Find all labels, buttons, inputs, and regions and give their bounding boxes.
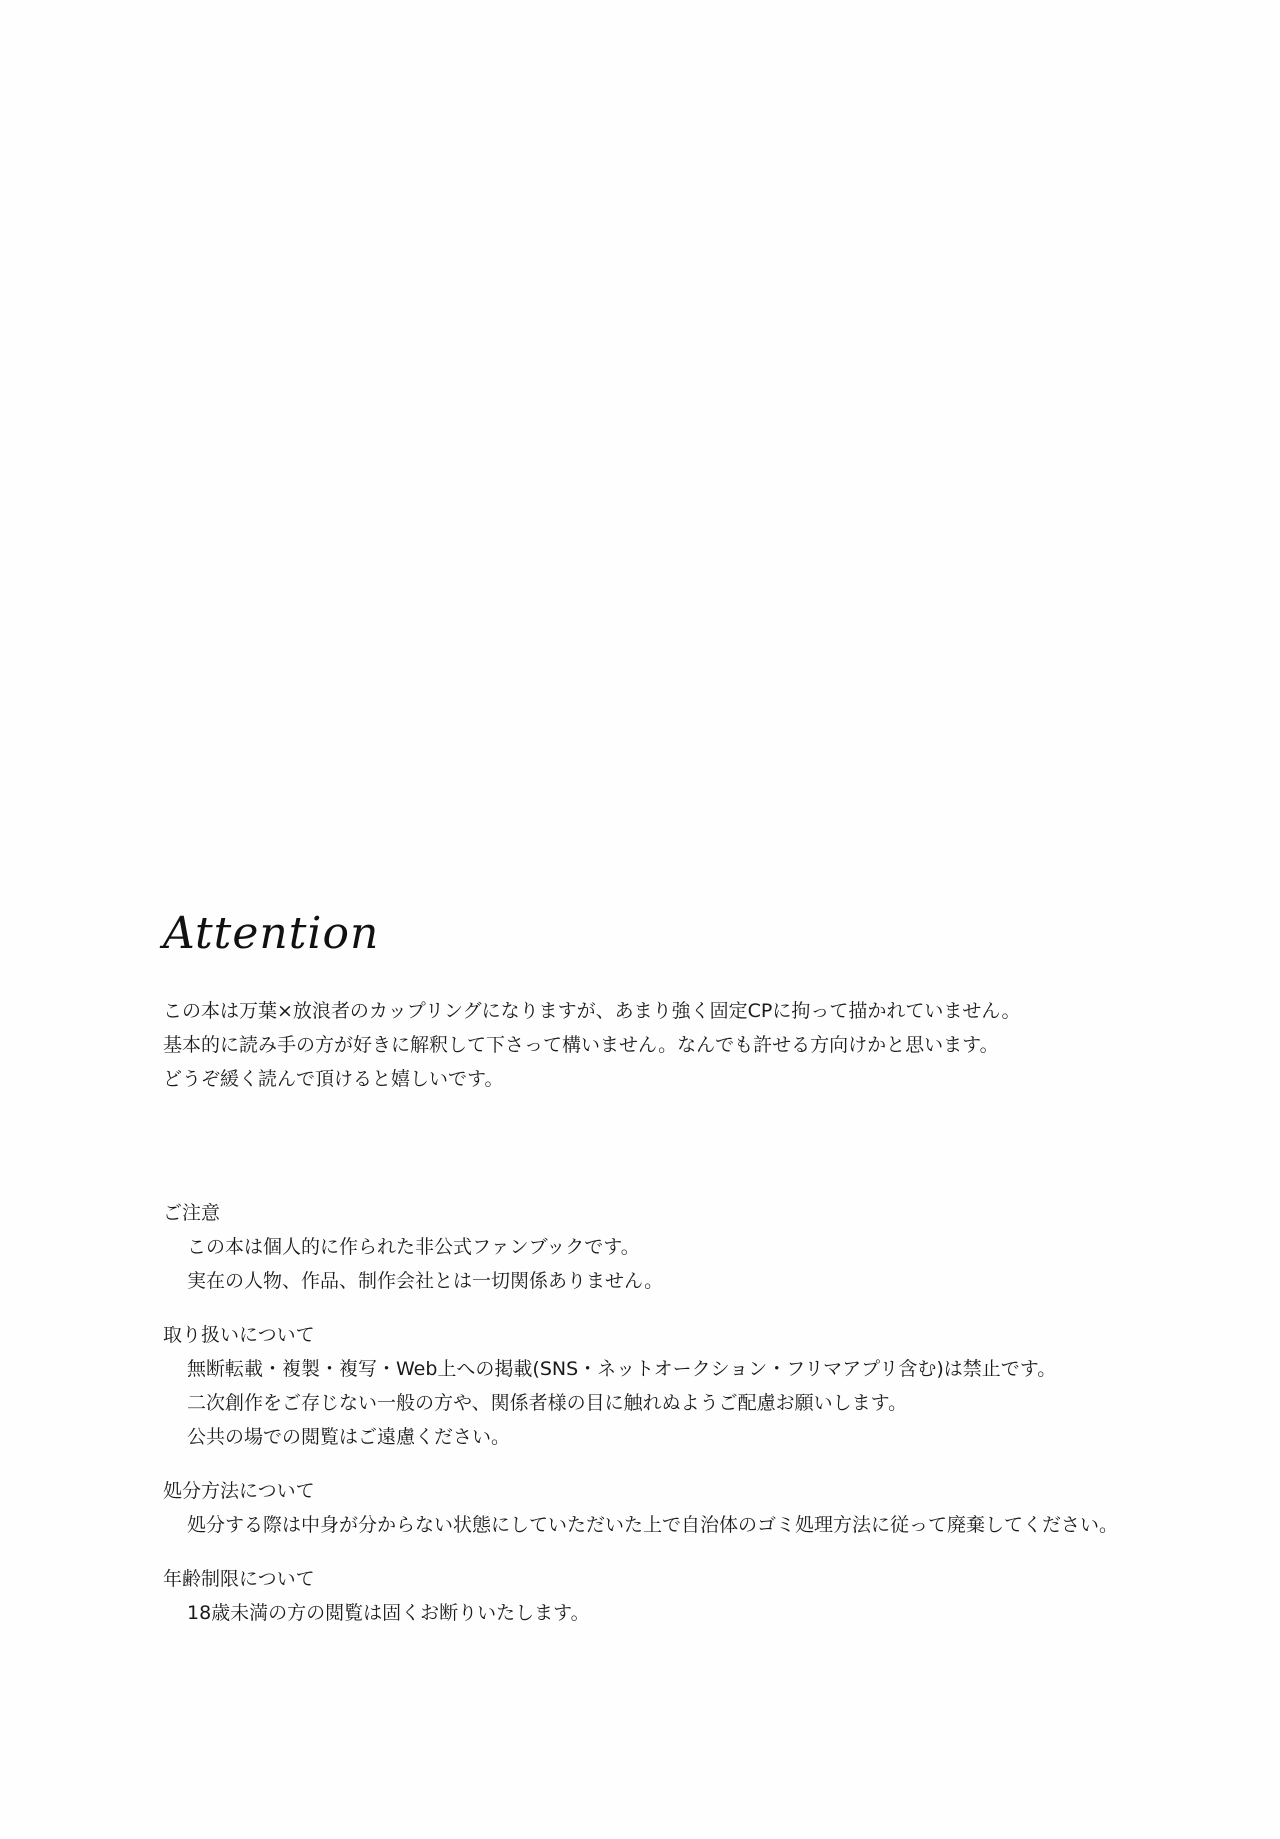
intro-line: この本は万葉×放浪者のカップリングになりますが、あまり強く固定CPに拘って描かれていません。	[163, 1000, 1021, 1022]
section-title: 年齢制限について	[163, 1568, 315, 1590]
section-line: この本は個人的に作られた非公式ファンブックです。	[187, 1236, 640, 1258]
section-line: 二次創作をご存じない一般の方や、関係者様の目に触れぬようご配慮お願いします。	[187, 1392, 908, 1414]
section-title: 取り扱いについて	[163, 1324, 315, 1346]
section-line: 公共の場での閲覧はご遠慮ください。	[187, 1426, 511, 1448]
section-disposal	[163, 1474, 1243, 1542]
section-line: 無断転載・複製・複写・Web上への掲載(SNS・ネットオークション・フリマアプリ含む)は禁止です。	[187, 1358, 1057, 1380]
section-line: 18歳未満の方の閲覧は固くお断りいたします。	[187, 1602, 590, 1624]
notices	[163, 1196, 1243, 1650]
intro-text	[163, 994, 1243, 1096]
section-handling	[163, 1318, 1243, 1454]
section-line: 実在の人物、作品、制作会社とは一切関係ありません。	[187, 1270, 664, 1292]
intro-line: どうぞ緩く読んで頂けると嬉しいです。	[163, 1068, 504, 1090]
attention-heading: Attention	[163, 908, 380, 959]
section-line: 処分する際は中身が分からない状態にしていただいた上で自治体のゴミ処理方法に従って廃棄してください。	[187, 1514, 1119, 1536]
section-title: 処分方法について	[163, 1480, 315, 1502]
section-age-limit	[163, 1562, 1243, 1630]
section-title: ご注意	[163, 1202, 221, 1224]
intro-line: 基本的に読み手の方が好きに解釈して下さって構いません。なんでも許せる方向けかと思います。	[163, 1034, 999, 1056]
section-caution	[163, 1196, 1243, 1298]
